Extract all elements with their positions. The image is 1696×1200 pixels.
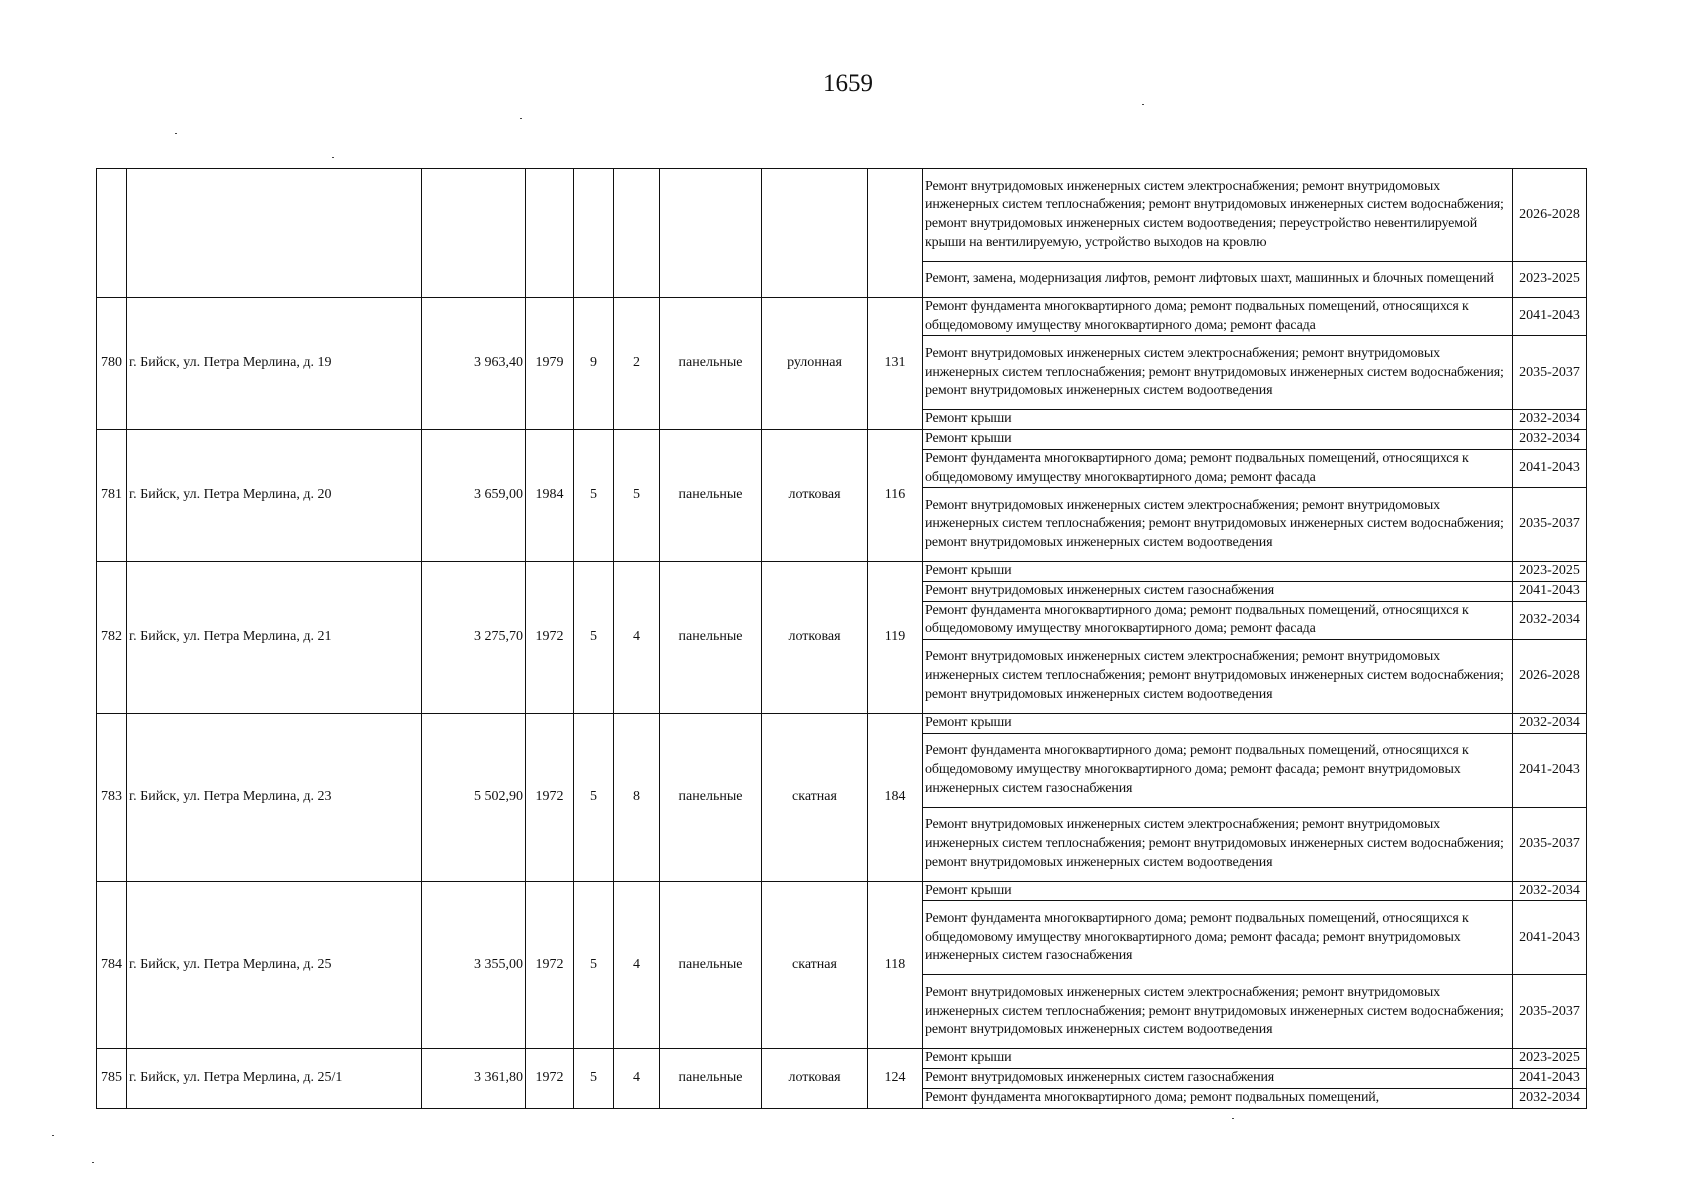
- roof-type: скатная: [762, 714, 868, 882]
- commission-year: 1972: [526, 881, 574, 1049]
- house-number: 781: [97, 430, 127, 562]
- wall-material: панельные: [660, 881, 762, 1049]
- wall-material: панельные: [660, 298, 762, 430]
- work-period: 2023-2025: [1513, 562, 1587, 582]
- work-description: Ремонт внутридомовых инженерных систем газоснабжения: [923, 1069, 1513, 1089]
- table-row: [97, 881, 1587, 901]
- roof-type: лотковая: [762, 562, 868, 714]
- scan-speck: [1142, 104, 1144, 105]
- work-description: Ремонт фундамента многоквартирного дома; ремонт подвальных помещений,: [923, 1088, 1513, 1108]
- roof-type: скатная: [762, 881, 868, 1049]
- scan-speck: [332, 157, 334, 158]
- house-area: 3 659,00: [422, 430, 526, 562]
- table-row: [97, 298, 1587, 336]
- roof-type: лотковая: [762, 430, 868, 562]
- resident-count: 184: [868, 714, 923, 882]
- scan-speck: [1232, 1118, 1234, 1119]
- house-area: 3 963,40: [422, 298, 526, 430]
- work-description: Ремонт крыши: [923, 881, 1513, 901]
- work-period: 2032-2034: [1513, 881, 1587, 901]
- entrance-count: 4: [614, 881, 660, 1049]
- house-number: 783: [97, 714, 127, 882]
- work-period: 2032-2034: [1513, 430, 1587, 450]
- work-period: 2023-2025: [1513, 1049, 1587, 1069]
- work-description: Ремонт внутридомовых инженерных систем электроснабжения; ремонт внутридомовых инженерных систем теплоснабжения; ремонт внутридомовых инженерных систем водоснабжения; ремонт внутридомовых инженерных систем водоотведения: [923, 640, 1513, 714]
- entrance-count: 2: [614, 298, 660, 430]
- work-description: Ремонт внутридомовых инженерных систем электроснабжения; ремонт внутридомовых инженерных систем теплоснабжения; ремонт внутридомовых инженерных систем водоснабжения; ремонт внутридомовых инженерных систем водоотведения: [923, 975, 1513, 1049]
- work-period: 2032-2034: [1513, 1088, 1587, 1108]
- scan-speck: [52, 1135, 54, 1136]
- empty-cell: [422, 169, 526, 298]
- commission-year: 1972: [526, 1049, 574, 1108]
- work-description: Ремонт крыши: [923, 562, 1513, 582]
- table-row: [97, 169, 1587, 262]
- wall-material: панельные: [660, 1049, 762, 1108]
- entrance-count: 8: [614, 714, 660, 882]
- work-period: 2041-2043: [1513, 1069, 1587, 1089]
- wall-material: панельные: [660, 562, 762, 714]
- resident-count: 131: [868, 298, 923, 430]
- empty-cell: [660, 169, 762, 298]
- table-row: [97, 430, 1587, 450]
- work-description: Ремонт крыши: [923, 1049, 1513, 1069]
- house-address: г. Бийск, ул. Петра Мерлина, д. 19: [127, 298, 422, 430]
- house-number: 785: [97, 1049, 127, 1108]
- work-description: Ремонт фундамента многоквартирного дома; ремонт подвальных помещений, относящихся к общедомовому имуществу многоквартирного дома; ремонт фасада; ремонт внутридомовых инженерных систем газоснабжения: [923, 901, 1513, 975]
- floor-count: 5: [574, 430, 614, 562]
- roof-type: лотковая: [762, 1049, 868, 1108]
- house-address: г. Бийск, ул. Петра Мерлина, д. 25/1: [127, 1049, 422, 1108]
- work-period: 2041-2043: [1513, 901, 1587, 975]
- work-description: Ремонт фундамента многоквартирного дома; ремонт подвальных помещений, относящихся к общедомовому имуществу многоквартирного дома; ремонт фасада; ремонт внутридомовых инженерных систем газоснабжения: [923, 733, 1513, 807]
- work-period: 2026-2028: [1513, 640, 1587, 714]
- house-area: 3 355,00: [422, 881, 526, 1049]
- commission-year: 1972: [526, 562, 574, 714]
- scan-speck: [92, 1162, 94, 1163]
- house-area: 5 502,90: [422, 714, 526, 882]
- work-period: 2041-2043: [1513, 581, 1587, 601]
- work-description: Ремонт, замена, модернизация лифтов, ремонт лифтовых шахт, машинных и блочных помещений: [923, 262, 1513, 298]
- house-area: 3 361,80: [422, 1049, 526, 1108]
- work-period: 2023-2025: [1513, 262, 1587, 298]
- capital-repair-table: [96, 168, 1587, 1109]
- entrance-count: 4: [614, 562, 660, 714]
- scan-speck: [520, 118, 522, 119]
- empty-cell: [614, 169, 660, 298]
- commission-year: 1979: [526, 298, 574, 430]
- table-body: [97, 169, 1587, 1109]
- house-area: 3 275,70: [422, 562, 526, 714]
- house-number: 784: [97, 881, 127, 1049]
- empty-cell: [97, 169, 127, 298]
- floor-count: 9: [574, 298, 614, 430]
- resident-count: 119: [868, 562, 923, 714]
- wall-material: панельные: [660, 714, 762, 882]
- work-period: 2035-2037: [1513, 488, 1587, 562]
- work-period: 2032-2034: [1513, 714, 1587, 734]
- work-period: 2032-2034: [1513, 410, 1587, 430]
- work-period: 2041-2043: [1513, 449, 1587, 487]
- work-period: 2041-2043: [1513, 298, 1587, 336]
- house-address: г. Бийск, ул. Петра Мерлина, д. 20: [127, 430, 422, 562]
- page-number: 1659: [823, 70, 873, 97]
- empty-cell: [868, 169, 923, 298]
- work-description: Ремонт крыши: [923, 714, 1513, 734]
- floor-count: 5: [574, 1049, 614, 1108]
- work-description: Ремонт внутридомовых инженерных систем газоснабжения: [923, 581, 1513, 601]
- house-address: г. Бийск, ул. Петра Мерлина, д. 25: [127, 881, 422, 1049]
- resident-count: 116: [868, 430, 923, 562]
- table-row: [97, 714, 1587, 734]
- work-description: Ремонт фундамента многоквартирного дома; ремонт подвальных помещений, относящихся к общедомовому имуществу многоквартирного дома; ремонт фасада: [923, 601, 1513, 639]
- work-description: Ремонт внутридомовых инженерных систем электроснабжения; ремонт внутридомовых инженерных систем теплоснабжения; ремонт внутридомовых инженерных систем водоснабжения; ремонт внутридомовых инженерных систем водоотведения: [923, 807, 1513, 881]
- empty-cell: [127, 169, 422, 298]
- floor-count: 5: [574, 562, 614, 714]
- work-description: Ремонт фундамента многоквартирного дома; ремонт подвальных помещений, относящихся к общедомовому имуществу многоквартирного дома; ремонт фасада: [923, 298, 1513, 336]
- house-number: 780: [97, 298, 127, 430]
- work-description: Ремонт внутридомовых инженерных систем электроснабжения; ремонт внутридомовых инженерных систем теплоснабжения; ремонт внутридомовых инженерных систем водоснабжения; ремонт внутридомовых инженерных систем водоотведения; переустройство невентилируемой крыши на вентилируемую, устройство выходов на кровлю: [923, 169, 1513, 262]
- work-period: 2032-2034: [1513, 601, 1587, 639]
- empty-cell: [574, 169, 614, 298]
- commission-year: 1984: [526, 430, 574, 562]
- table-row: [97, 562, 1587, 582]
- resident-count: 118: [868, 881, 923, 1049]
- empty-cell: [526, 169, 574, 298]
- work-description: Ремонт внутридомовых инженерных систем электроснабжения; ремонт внутридомовых инженерных систем теплоснабжения; ремонт внутридомовых инженерных систем водоснабжения; ремонт внутридомовых инженерных систем водоотведения: [923, 336, 1513, 410]
- work-description: Ремонт фундамента многоквартирного дома; ремонт подвальных помещений, относящихся к общедомовому имуществу многоквартирного дома; ремонт фасада: [923, 449, 1513, 487]
- scan-speck: [175, 133, 177, 134]
- floor-count: 5: [574, 714, 614, 882]
- wall-material: панельные: [660, 430, 762, 562]
- house-number: 782: [97, 562, 127, 714]
- work-period: 2035-2037: [1513, 975, 1587, 1049]
- work-description: Ремонт крыши: [923, 410, 1513, 430]
- commission-year: 1972: [526, 714, 574, 882]
- work-period: 2035-2037: [1513, 336, 1587, 410]
- entrance-count: 4: [614, 1049, 660, 1108]
- entrance-count: 5: [614, 430, 660, 562]
- table-row: [97, 1049, 1587, 1069]
- roof-type: рулонная: [762, 298, 868, 430]
- floor-count: 5: [574, 881, 614, 1049]
- work-description: Ремонт крыши: [923, 430, 1513, 450]
- house-address: г. Бийск, ул. Петра Мерлина, д. 23: [127, 714, 422, 882]
- resident-count: 124: [868, 1049, 923, 1108]
- work-period: 2035-2037: [1513, 807, 1587, 881]
- work-period: 2026-2028: [1513, 169, 1587, 262]
- house-address: г. Бийск, ул. Петра Мерлина, д. 21: [127, 562, 422, 714]
- work-period: 2041-2043: [1513, 733, 1587, 807]
- work-description: Ремонт внутридомовых инженерных систем электроснабжения; ремонт внутридомовых инженерных систем теплоснабжения; ремонт внутридомовых инженерных систем водоснабжения; ремонт внутридомовых инженерных систем водоотведения: [923, 488, 1513, 562]
- empty-cell: [762, 169, 868, 298]
